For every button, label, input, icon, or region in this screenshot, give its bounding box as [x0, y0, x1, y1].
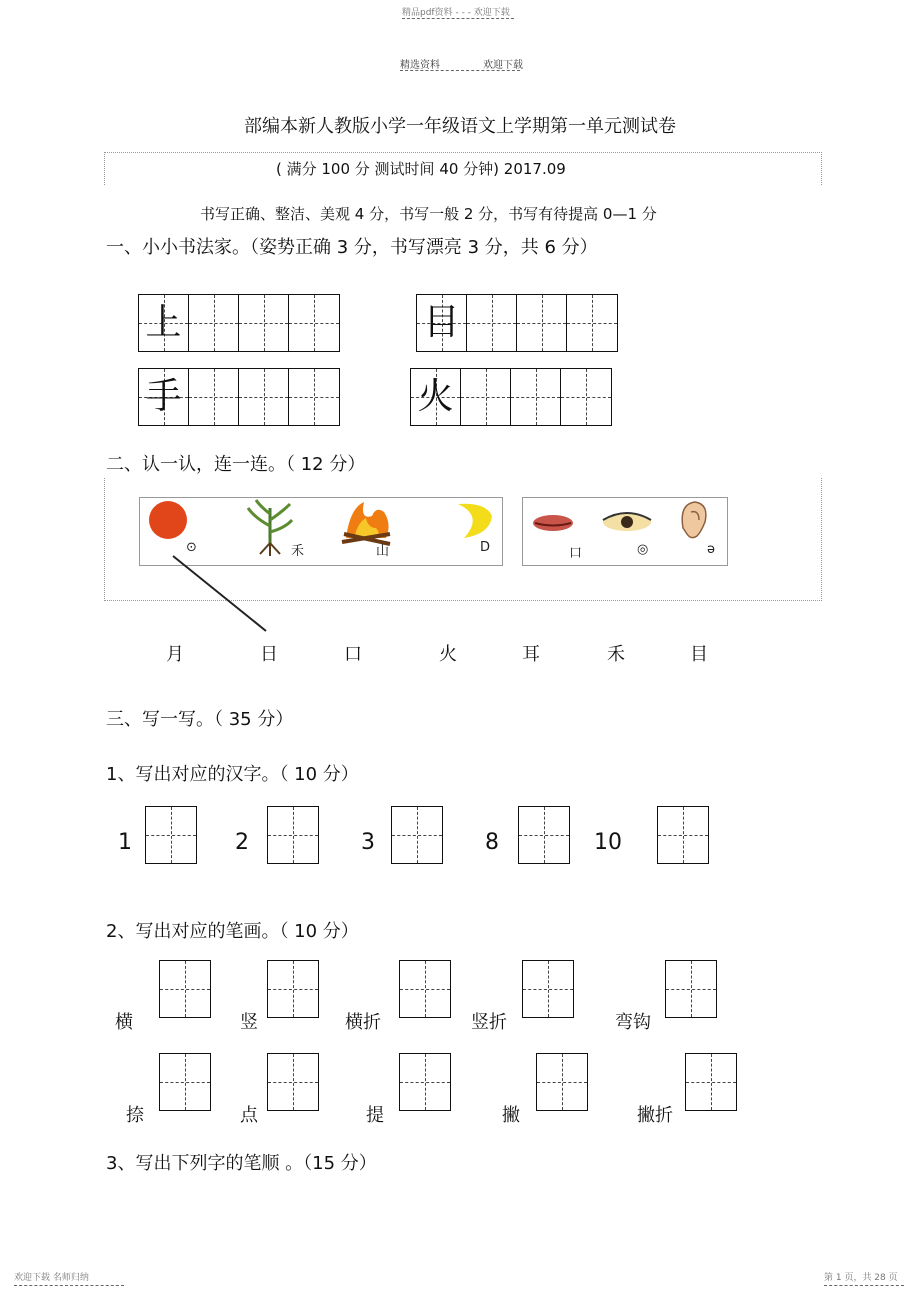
match-word-er[interactable]: 耳 [522, 644, 540, 665]
q1-label: 1、写出对应的汉字。（ 10 分） [106, 764, 359, 785]
footer-left: 欢迎下载 名师归纳 [14, 1273, 89, 1283]
page-title: 部编本新人教版小学一年级语文上学期第一单元测试卷 [244, 116, 676, 137]
grid-model-char: 上 [145, 302, 182, 343]
sub-header-right: 欢迎下载 [483, 60, 523, 71]
number-label: 8 [485, 830, 499, 855]
ancient-glyph: 山 [376, 544, 390, 559]
stroke-answer-box[interactable] [665, 960, 717, 1018]
footer-right-divider [824, 1285, 904, 1286]
stroke-name: 弯钩 [615, 1012, 651, 1033]
footer-page-number: 第 1 页，共 28 页 [824, 1273, 898, 1283]
footer-left-divider [14, 1285, 124, 1286]
stroke-name: 捺 [126, 1105, 144, 1126]
stroke-answer-box[interactable] [267, 1053, 319, 1111]
stroke-answer-box[interactable] [399, 1053, 451, 1111]
ancient-glyph: D [480, 540, 491, 555]
sub-header-left: 精选资料 [400, 60, 440, 71]
match-word-huo[interactable]: 火 [439, 644, 457, 665]
match-word-ri[interactable]: 日 [260, 644, 278, 665]
stroke-name: 提 [366, 1105, 384, 1126]
stroke-name: 横折 [345, 1012, 381, 1033]
grid-model-char: 目 [423, 302, 460, 343]
number-label: 1 [118, 830, 132, 855]
stroke-answer-box[interactable] [399, 960, 451, 1018]
answer-box[interactable] [267, 806, 319, 864]
answer-box[interactable] [391, 806, 443, 864]
stroke-name: 横 [115, 1012, 133, 1033]
stroke-name: 竖 [240, 1012, 258, 1033]
stroke-answer-box[interactable] [522, 960, 574, 1018]
stroke-answer-box[interactable] [159, 960, 211, 1018]
section2-heading: 二、认一认，连一连。（ 12 分） [106, 454, 366, 475]
number-label: 10 [594, 830, 622, 855]
q2-label: 2、写出对应的笔画。（ 10 分） [106, 921, 359, 942]
section3-heading: 三、写一写。（ 35 分） [106, 709, 294, 730]
ancient-glyph: 禾 [291, 544, 305, 559]
stroke-name: 撇折 [637, 1105, 673, 1126]
stroke-answer-box[interactable] [159, 1053, 211, 1111]
stroke-name: 点 [240, 1105, 258, 1126]
match-word-mu[interactable]: 目 [690, 644, 708, 665]
answer-box[interactable] [518, 806, 570, 864]
match-word-yue[interactable]: 月 [166, 644, 184, 665]
answer-box[interactable] [657, 806, 709, 864]
stroke-answer-box[interactable] [536, 1053, 588, 1111]
grid-model-char: 手 [145, 376, 182, 417]
stroke-name: 竖折 [471, 1012, 507, 1033]
section1-heading: 一、小小书法家。（姿势正确 3 分，书写漂亮 3 分，共 6 分） [106, 237, 598, 258]
match-word-kou[interactable]: 口 [344, 644, 362, 665]
q3-label: 3、写出下列字的笔顺 。（15 分） [106, 1153, 377, 1174]
stroke-name: 撇 [502, 1105, 520, 1126]
scoring-note: 书写正确、整洁、美观 4 分，书写一般 2 分，书写有待提高 0—1 分 [200, 205, 657, 223]
number-label: 3 [361, 830, 375, 855]
answer-box[interactable] [145, 806, 197, 864]
number-label: 2 [235, 830, 249, 855]
stroke-answer-box[interactable] [685, 1053, 737, 1111]
top-watermark: 精品pdf资料 - - - 欢迎下载 [402, 8, 510, 18]
subtitle: ( 满分 100 分 测试时间 40 分钟) 2017.09 [276, 160, 566, 178]
ancient-glyph: ⊙ [186, 540, 197, 555]
ancient-glyph: ◎ [637, 542, 649, 557]
ancient-glyph: 口 [569, 546, 583, 561]
grid-model-char: 火 [417, 376, 454, 417]
match-word-he[interactable]: 禾 [607, 644, 625, 665]
ancient-glyph: ǝ [707, 542, 715, 557]
stroke-answer-box[interactable] [267, 960, 319, 1018]
